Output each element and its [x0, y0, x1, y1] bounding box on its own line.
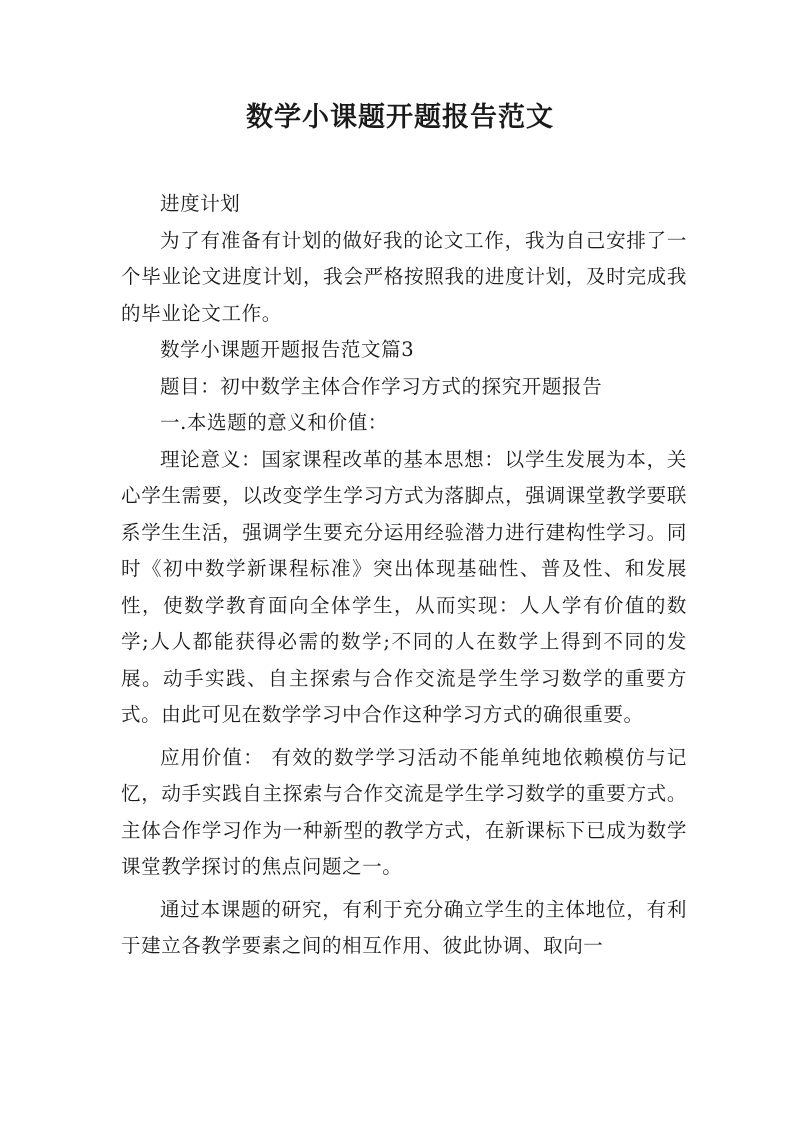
- paragraph-significance-heading: 一.本选题的意义和价值：: [160, 411, 388, 434]
- paragraph-section-heading: 数学小课题开题报告范文篇3: [160, 338, 415, 361]
- paragraph-topic: 题目：初中数学主体合作学习方式的探究开题报告: [160, 374, 603, 398]
- paragraph-application-value: 应用价值： 有效的数学学习活动不能单纯地依赖模仿与记忆，动手实践自主探索与合作交流是学生学习数学的重要方式。 主体合作学习作为一种新型的教学方式，在新课标下已成为数学课堂教学探讨的焦点问题之一。: [121, 745, 687, 878]
- paragraph-theoretical-significance: 理论意义：国家课程改革的基本思想：以学生发展为本，关心学生需要，以改变学生学习方式为落脚点，强调课堂教学要联系学生生活，强调学生要充分运用经验潜力进行建构性学习。同时《初中数学新课程标准》突出体现基础性、普及性、和发展性，使数学教育面向全体学生，从而实现：人人学有价值的数学;人人都能获得必需的数学;不同的人在数学上得到不同的发展。动手实践、自主探索与合作交流是学生学习数学的重要方式。由此可见在数学学习中合作这种学习方式的确很重要。: [121, 447, 687, 726]
- document-body: [121, 186, 687, 965]
- paragraph-progress-plan-heading: 进度计划: [160, 192, 241, 215]
- document-title: 数学小课题开题报告范文: [246, 102, 554, 133]
- paragraph-progress-plan: 为了有准备有计划的做好我的论文工作，我为自己安排了一个毕业论文进度计划，我会严格按照我的进度计划，及时完成我的毕业论文工作。: [121, 228, 687, 325]
- paragraph-research-benefit: 通过本课题的研究，有利于充分确立学生的主体地位，有利于建立各教学要素之间的相互作用、彼此协调、取向一: [121, 897, 687, 957]
